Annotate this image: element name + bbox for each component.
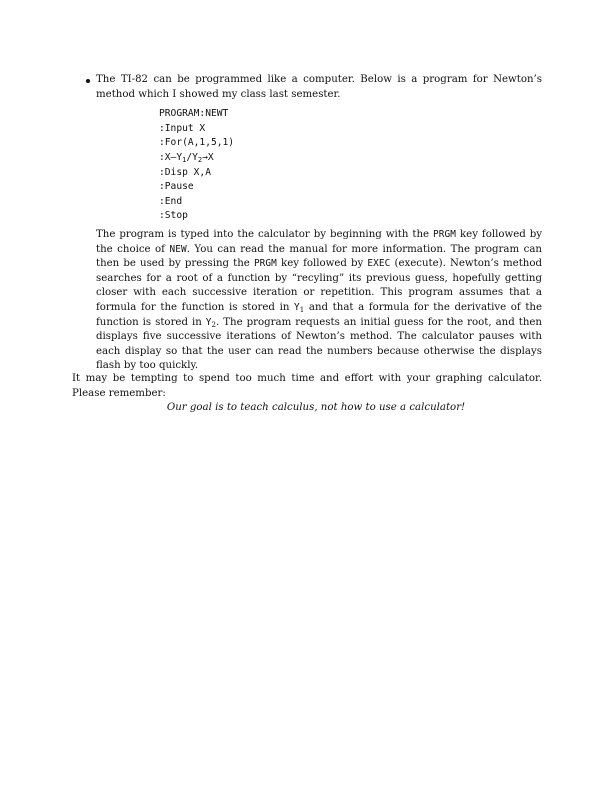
program-line: :For(A,1,5,1) xyxy=(159,137,235,149)
bullet-item xyxy=(96,73,542,374)
closing-paragraph: It may be tempting to spend too much time and effort with your graphing calculator. Please remember: xyxy=(72,373,542,399)
program-line: :End xyxy=(159,195,183,207)
program-subscript: 1 xyxy=(182,155,187,164)
program-line: :Disp X,A xyxy=(159,166,211,178)
variable-name: Y xyxy=(294,301,300,313)
text-run: The program is typed into the calculator by beginning with the xyxy=(96,228,434,240)
program-line: :Stop xyxy=(159,210,188,222)
program-text: :X–Y xyxy=(159,151,183,163)
text-run: key followed by xyxy=(276,258,368,270)
text-run: key followed by the choice of xyxy=(96,228,542,255)
key-name: PRGM xyxy=(433,228,457,240)
variable-subscript: 2 xyxy=(211,320,216,329)
program-title: PROGRAM:NEWT xyxy=(159,108,229,120)
key-name: EXEC xyxy=(367,258,391,270)
text-run: . You can read the manual for more information. The program can then be used by pressing the xyxy=(96,243,542,270)
key-name: NEW xyxy=(169,243,187,255)
variable-subscript: 1 xyxy=(299,305,305,314)
explanation-paragraph xyxy=(96,228,542,374)
program-text: /Y xyxy=(186,151,198,163)
text-run: . The program requests an initial guess for the root, and then displays five successive iterations of Newton’s method. The calculator pauses with each display so that the user can read the numbers because otherwise the displays flash by too quickly. xyxy=(96,316,542,372)
closing-section xyxy=(72,372,542,416)
variable-name: Y xyxy=(205,316,212,328)
program-text: →X xyxy=(202,151,214,163)
intro-paragraph: The TI-82 can be programmed like a computer. Below is a program for Newton’s method which I showed my class last semester. xyxy=(96,74,542,100)
text-run: (execute). Newton’s method searches for a root of a function by “recyling” its previous guess, hopefully getting closer with each successive iteration or repetition. This program assumes that a formula for the function is stored in xyxy=(96,258,542,313)
program-line-newton-step xyxy=(159,151,542,166)
program-line: :Input X xyxy=(159,122,206,134)
program-line: :Pause xyxy=(159,181,194,193)
key-name: PRGM xyxy=(253,258,277,270)
text-run: and that a formula for the derivative of the function is stored in xyxy=(96,301,542,328)
motto: Our goal is to teach calculus, not how to use a calculator! xyxy=(166,402,466,414)
program-subscript: 2 xyxy=(197,155,203,164)
program-listing xyxy=(159,107,542,224)
bullet-dot-icon xyxy=(86,79,90,83)
